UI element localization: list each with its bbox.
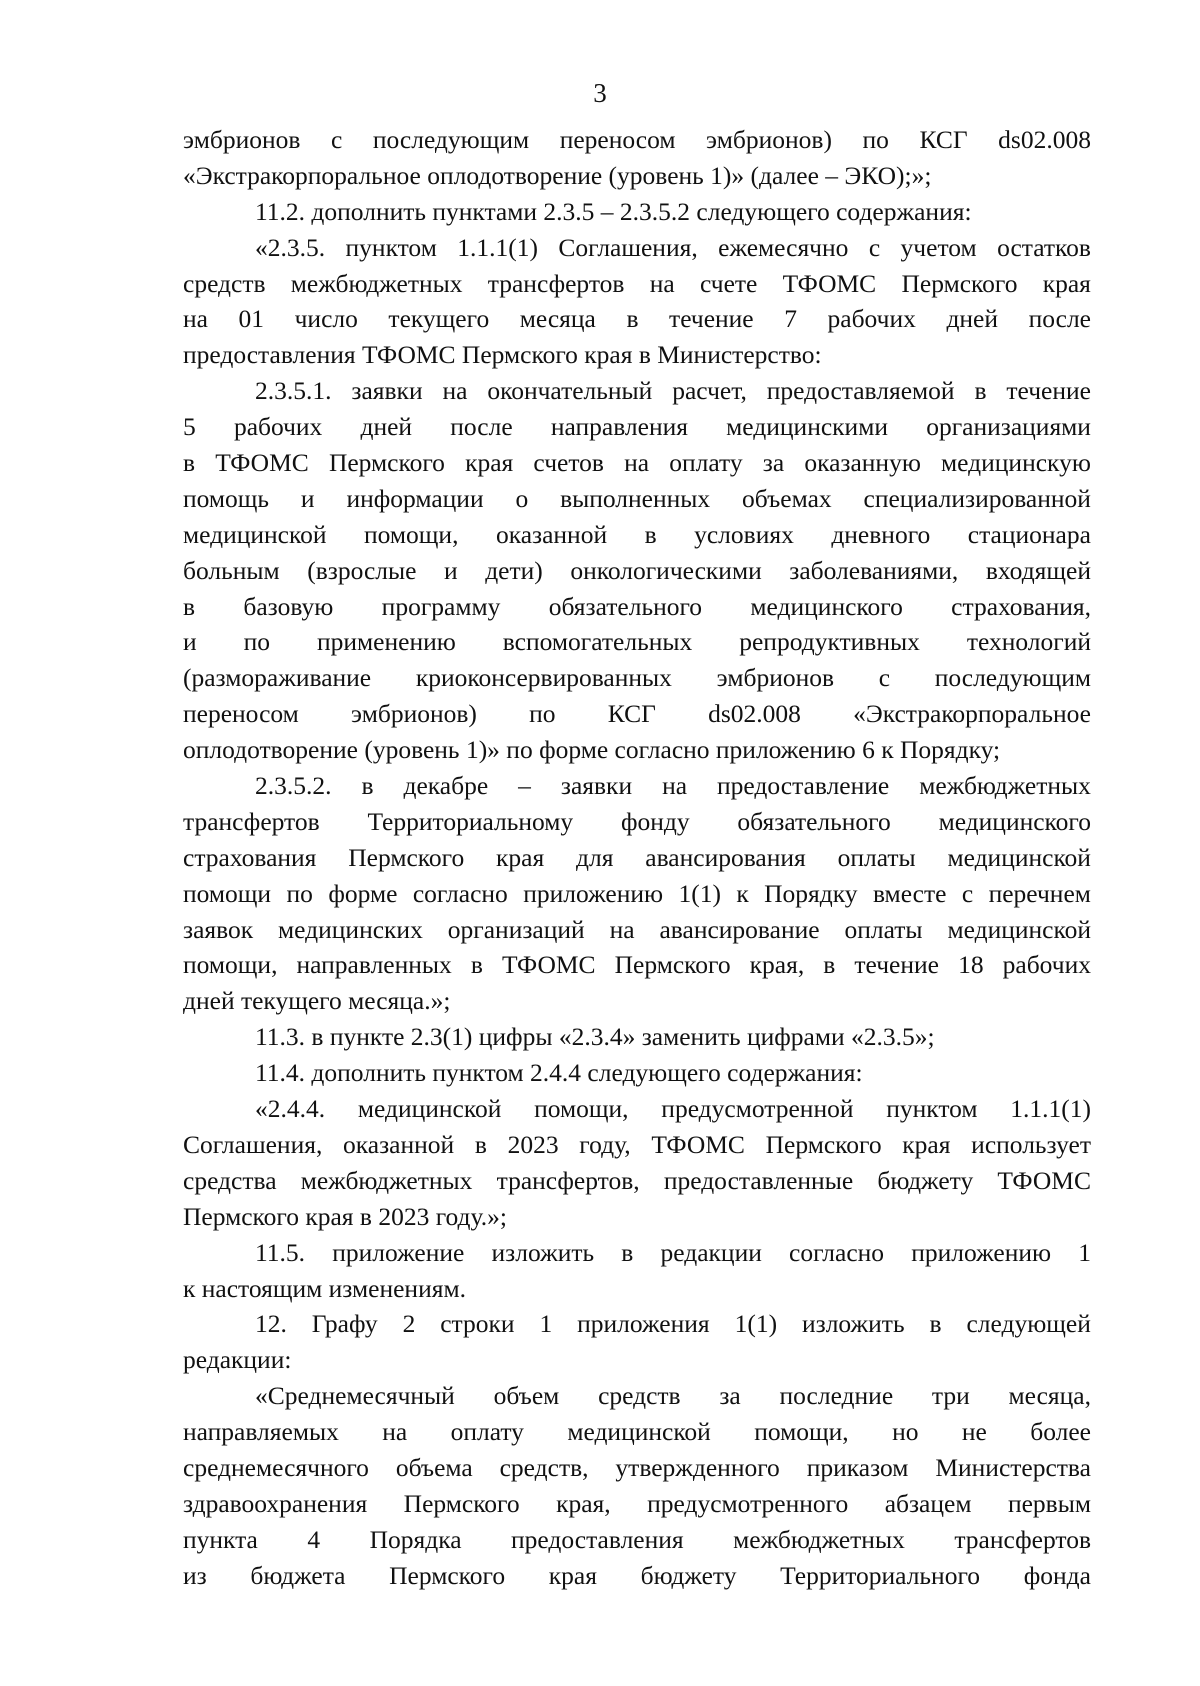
text-line: 2.3.5.2. в декабре – заявки на предоставление межбюджетных bbox=[255, 771, 1091, 801]
text-line: направляемых на оплату медицинской помощи, но не более bbox=[183, 1417, 1091, 1447]
text-line: 2.3.5.1. заявки на окончательный расчет, предоставляемой в течение bbox=[255, 376, 1091, 406]
text-line: больным (взрослые и дети) онкологическими заболеваниями, входящей bbox=[183, 555, 1091, 585]
text-line: предоставления ТФОМС Пермского края в Министерство: bbox=[183, 340, 822, 370]
text-line: 11.3. в пункте 2.3(1) цифры «2.3.4» заменить цифрами «2.3.5»; bbox=[255, 1022, 935, 1052]
text-line: средств межбюджетных трансфертов на счете ТФОМС Пермского края bbox=[183, 268, 1091, 298]
text-line: здравоохранения Пермского края, предусмотренного абзацем первым bbox=[183, 1488, 1091, 1518]
text-line: в базовую программу обязательного медицинского страхования, bbox=[183, 591, 1091, 621]
text-line: страхования Пермского края для авансирования оплаты медицинской bbox=[183, 842, 1091, 872]
text-line: эмбрионов с последующим переносом эмбрионов) по КСГ ds02.008 bbox=[183, 125, 1091, 154]
text-line: оплодотворение (уровень 1)» по форме согласно приложению 6 к Порядку; bbox=[183, 735, 1001, 765]
text-line: из бюджета Пермского края бюджету Территориального фонда bbox=[183, 1560, 1091, 1590]
text-line: 5 рабочих дней после направления медицинскими организациями bbox=[183, 412, 1091, 442]
text-line: дней текущего месяца.»; bbox=[183, 986, 451, 1016]
text-block bbox=[183, 122, 1091, 1594]
text-line: 12. Графу 2 строки 1 приложения 1(1) изложить в следующей bbox=[255, 1309, 1091, 1339]
page-number: 3 bbox=[593, 78, 607, 108]
text-line: пункта 4 Порядка предоставления межбюджетных трансфертов bbox=[183, 1524, 1091, 1554]
text-line: «2.4.4. медицинской помощи, предусмотренной пунктом 1.1.1(1) bbox=[255, 1094, 1091, 1124]
text-line: помощи, направленных в ТФОМС Пермского края, в течение 18 рабочих bbox=[183, 950, 1091, 980]
text-line: Соглашения, оказанной в 2023 году, ТФОМС Пермского края использует bbox=[183, 1129, 1091, 1159]
text-line: и по применению вспомогательных репродуктивных технологий bbox=[183, 627, 1091, 657]
text-line: 11.5. приложение изложить в редакции согласно приложению 1 bbox=[255, 1237, 1091, 1267]
text-line: редакции: bbox=[183, 1345, 292, 1375]
text-line: помощь и информации о выполненных объемах специализированной bbox=[183, 483, 1091, 513]
text-line: «Среднемесячный объем средств за последние три месяца, bbox=[255, 1381, 1091, 1411]
text-line: трансфертов Территориальному фонду обязательного медицинского bbox=[183, 806, 1091, 836]
text-line: Пермского края в 2023 году.»; bbox=[183, 1201, 507, 1231]
text-line: «2.3.5. пунктом 1.1.1(1) Соглашения, ежемесячно с учетом остатков bbox=[255, 232, 1091, 262]
text-line: среднемесячного объема средств, утвержденного приказом Министерства bbox=[183, 1452, 1091, 1482]
document-body bbox=[183, 122, 1091, 1594]
text-line: к настоящим изменениям. bbox=[183, 1273, 466, 1303]
text-line: на 01 число текущего месяца в течение 7 рабочих дней после bbox=[183, 304, 1091, 334]
text-line: помощи по форме согласно приложению 1(1) к Порядку вместе с перечнем bbox=[183, 878, 1091, 908]
text-line: 11.4. дополнить пунктом 2.4.4 следующего содержания: bbox=[255, 1058, 863, 1088]
text-line: переносом эмбрионов) по КСГ ds02.008 «Экстракорпоральное bbox=[183, 699, 1091, 729]
text-line: медицинской помощи, оказанной в условиях дневного стационара bbox=[183, 519, 1091, 549]
text-line: «Экстракорпоральное оплодотворение (уровень 1)» (далее – ЭКО);»; bbox=[183, 160, 932, 190]
text-line: заявок медицинских организаций на авансирование оплаты медицинской bbox=[183, 914, 1091, 944]
text-line: средства межбюджетных трансфертов, предоставленные бюджету ТФОМС bbox=[183, 1165, 1091, 1195]
text-line: 11.2. дополнить пунктами 2.3.5 – 2.3.5.2 следующего содержания: bbox=[255, 196, 972, 226]
text-line: в ТФОМС Пермского края счетов на оплату за оказанную медицинскую bbox=[183, 448, 1091, 478]
text-line: (размораживание криоконсервированных эмбрионов с последующим bbox=[183, 663, 1091, 693]
